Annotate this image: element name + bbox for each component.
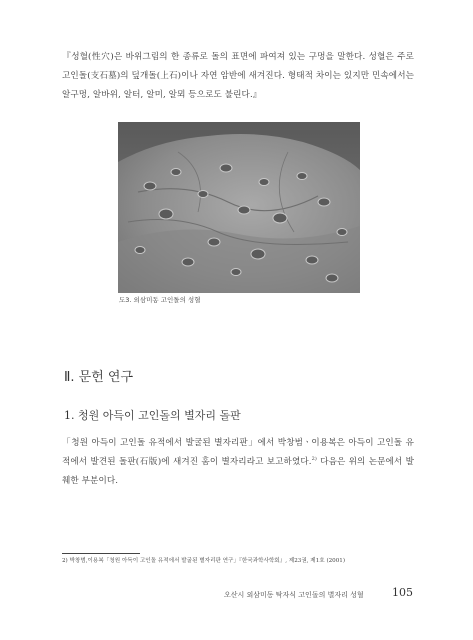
dolmen-rock-image (118, 122, 360, 293)
intro-paragraph: 『성혈(性穴)은 바위그림의 한 종류로 돌의 표면에 파여져 있는 구멍을 말한다. 성혈은 주로 고인돌(支石墓)의 덮개돌(上石)이나 자연 암반에 새겨진다. 형태적 차이는 있지만 민속에서는 알구멍, 알바위, 알터, 알미, 알뫼 등으로도 불린다.』 (62, 52, 414, 100)
page-number: 105 (392, 586, 413, 599)
running-head: 오산시 외삼미동 탁자식 고인돌의 별자리 성혈 (224, 591, 364, 599)
dolmen-cupmark-photo (118, 122, 360, 293)
footnote-reference[interactable]: 2) (311, 456, 317, 463)
body-paragraph-text-continued: 다음은 위의 논문에서 발췌한 부분이다. (62, 457, 414, 486)
footnote: 2) 박창범,이용복「청원 아득이 고인돌 유적에서 발굴된 별자리판 연구」『한국과학사학회』, 제23권, 제1호 (2001) (62, 558, 346, 564)
footnote-divider (62, 553, 140, 554)
figure-caption: 도3. 외삼미동 고인돌의 성혈 (119, 296, 201, 304)
subsection-heading: 1. 청원 아득이 고인돌의 별자리 돌판 (64, 409, 241, 422)
section-heading: Ⅱ. 문헌 연구 (64, 370, 134, 385)
body-paragraph-text: 「청원 아득이 고인돌 유적에서 발굴된 별자리판」에서 박창범ㆍ이용복은 아득이 고인돌 유적에서 발견된 돌판(石版)에 새겨진 홈이 별자리라고 보고하였다. (62, 438, 414, 467)
body-paragraph (62, 434, 414, 491)
